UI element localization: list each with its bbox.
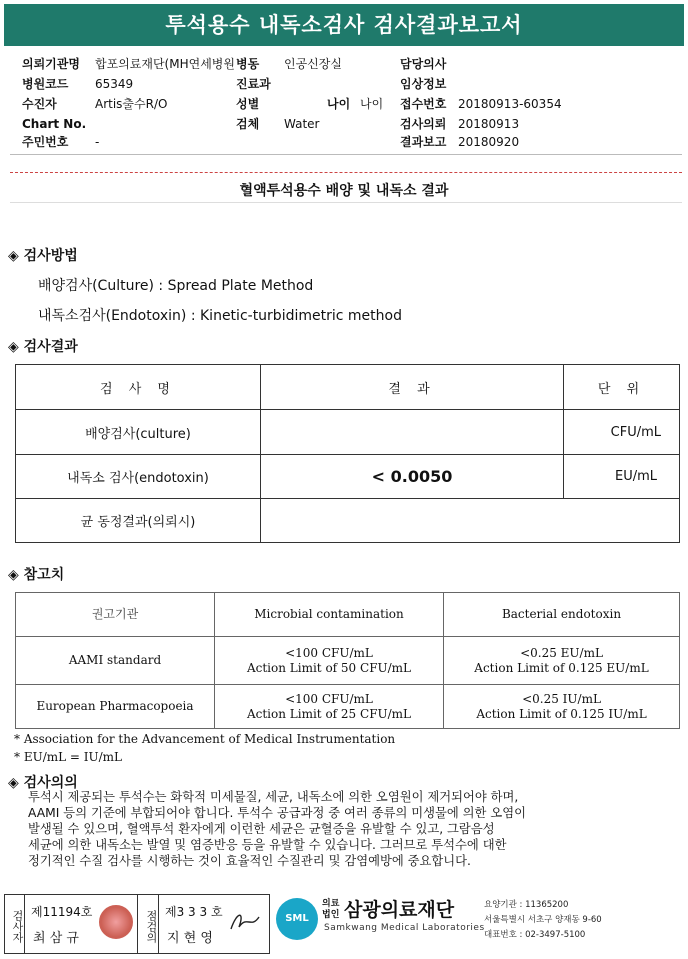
- label-reviewer: 점검의: [137, 895, 159, 953]
- label-doctor: 담당의사: [400, 57, 447, 71]
- opinion-line: 정기적인 수질 검사를 시행하는 것이 효율적인 수질관리 및 감염예방에 중요합니다.: [28, 854, 471, 868]
- opinion-line: AAMI 등의 기준에 부합되어야 합니다. 투석수 공급과정 중 여러 종류의 미생물에 의한 오염이: [28, 806, 526, 820]
- value-specimen: Water: [284, 117, 320, 131]
- diamond-icon: ◈: [8, 248, 19, 264]
- org-english-name: Samkwang Medical Laboratories: [324, 923, 485, 933]
- table-row: [16, 637, 680, 685]
- label-chart-no: Chart No.: [22, 117, 87, 131]
- opinion-heading: ◈ 검사의의: [8, 775, 78, 791]
- tester-license: 제11194호: [31, 905, 93, 919]
- opinion-text: [28, 789, 526, 869]
- report-title: 투석용수 내독소검사 검사결과보고서: [4, 4, 684, 46]
- result-value: [261, 410, 564, 455]
- section-divider: [10, 172, 682, 173]
- contact-phone: 대표번호 : 02-3497-5100: [484, 930, 586, 940]
- contact-address: 서울특별시 서초구 양재동 9-60: [484, 915, 602, 925]
- results-table: [15, 364, 680, 543]
- reviewer-name: 지 현 영: [167, 931, 213, 946]
- tester-name: 최 삼 규: [33, 931, 79, 946]
- value-resident-no: -: [95, 135, 100, 149]
- label-ward: 병동: [236, 57, 260, 71]
- footnote-unit: * EU/mL = IU/mL: [14, 750, 123, 764]
- label-request-date: 검사의뢰: [400, 117, 447, 131]
- result-name: 내독소 검사(endotoxin): [16, 455, 261, 499]
- method-heading: ◈ 검사방법: [8, 248, 78, 264]
- value-age: 나이: [360, 97, 384, 111]
- ref-micro: <100 CFU/mL Action Limit of 50 CFU/mL: [215, 637, 444, 685]
- report-subtitle: 혈액투석용수 배양 및 내독소 결과: [239, 183, 449, 199]
- table-row: [16, 685, 680, 729]
- opinion-line: 발생될 수 있으며, 혈액투석 환자에게 이런한 세균은 균혈증을 유발할 수 있고, 그람음성: [28, 822, 495, 836]
- label-tester: 검사자: [5, 895, 25, 953]
- label-subject: 수진자: [22, 97, 57, 111]
- value-hospital-code: 65349: [95, 77, 134, 91]
- contact-code: 요양기관 : 11365200: [484, 900, 569, 910]
- col-microbial: Microbial contamination: [215, 593, 444, 637]
- org-name: 삼광의료재단: [344, 899, 455, 921]
- result-value: < 0.0050: [261, 455, 564, 499]
- header-divider: [10, 154, 682, 155]
- value-ward: 인공신장실: [284, 57, 342, 71]
- table-row: [16, 410, 680, 455]
- result-unit: EU/mL: [564, 455, 680, 499]
- label-department: 진료과: [236, 77, 271, 91]
- label-age: 나이: [327, 97, 351, 111]
- table-row: [16, 455, 680, 499]
- signature-scribble: [227, 907, 263, 937]
- label-sex: 성별: [236, 97, 260, 111]
- method-endotoxin: 내독소검사(Endotoxin) : Kinetic-turbidimetric method: [38, 308, 402, 324]
- col-organization: 권고기관: [16, 593, 215, 637]
- reference-table: [15, 592, 680, 729]
- org-prefix: 의료 법인: [322, 899, 340, 920]
- method-culture: 배양검사(Culture) : Spread Plate Method: [38, 278, 314, 294]
- ref-org: AAMI standard: [16, 637, 215, 685]
- results-header-row: [16, 365, 680, 410]
- sml-logo: SML: [276, 898, 318, 940]
- seal-stamp: [99, 905, 133, 939]
- value-report-date: 20180920: [458, 135, 520, 149]
- col-result: 결 과: [261, 365, 564, 410]
- value-institution: 합포의료재단(MH연세병원: [95, 57, 235, 71]
- result-name: 배양검사(culture): [16, 410, 261, 455]
- ref-endo: <0.25 EU/mL Action Limit of 0.125 EU/mL: [444, 637, 680, 685]
- col-test-name: 검 사 명: [16, 365, 261, 410]
- ref-micro: <100 CFU/mL Action Limit of 25 CFU/mL: [215, 685, 444, 729]
- reference-heading: ◈ 참고치: [8, 567, 65, 583]
- reference-header-row: [16, 593, 680, 637]
- opinion-line: 투석시 제공되는 투석수는 화학적 미세물질, 세균, 내독소에 의한 오염원이 제거되어야 하며,: [28, 790, 519, 804]
- label-hospital-code: 병원코드: [22, 77, 69, 91]
- table-row: [16, 499, 680, 543]
- col-unit: 단 위: [564, 365, 680, 410]
- col-endotoxin: Bacterial endotoxin: [444, 593, 680, 637]
- result-value: [261, 499, 680, 543]
- value-request-date: 20180913: [458, 117, 520, 131]
- footnote-aami: * Association for the Advancement of Medical Instrumentation: [14, 732, 396, 746]
- label-receipt-no: 접수번호: [400, 97, 447, 111]
- ref-org: European Pharmacopoeia: [16, 685, 215, 729]
- diamond-icon: ◈: [8, 339, 19, 355]
- reviewer-license: 제3 3 3 호: [165, 905, 223, 919]
- org-contact: [484, 898, 602, 943]
- value-receipt-no: 20180913-60354: [458, 97, 562, 111]
- diamond-icon: ◈: [8, 567, 19, 583]
- label-clinical-info: 임상정보: [400, 77, 447, 91]
- results-heading: ◈ 검사결과: [8, 339, 78, 355]
- result-unit: CFU/mL: [564, 410, 680, 455]
- subtitle-divider: [10, 202, 682, 203]
- signature-box: [4, 894, 270, 954]
- result-name: 균 동정결과(의뢰시): [16, 499, 261, 543]
- label-resident-no: 주민번호: [22, 135, 69, 149]
- opinion-line: 세균에 의한 내독소는 발열 및 염증반응 등을 유발할 수 있습니다. 그러므로 투석수에 대한: [28, 838, 507, 852]
- label-report-date: 결과보고: [400, 135, 447, 149]
- label-institution: 의뢰기관명: [22, 57, 80, 71]
- diamond-icon: ◈: [8, 775, 19, 791]
- value-subject: Artis출수R/O: [95, 97, 168, 111]
- label-specimen: 검체: [236, 117, 260, 131]
- ref-endo: <0.25 IU/mL Action Limit of 0.125 IU/mL: [444, 685, 680, 729]
